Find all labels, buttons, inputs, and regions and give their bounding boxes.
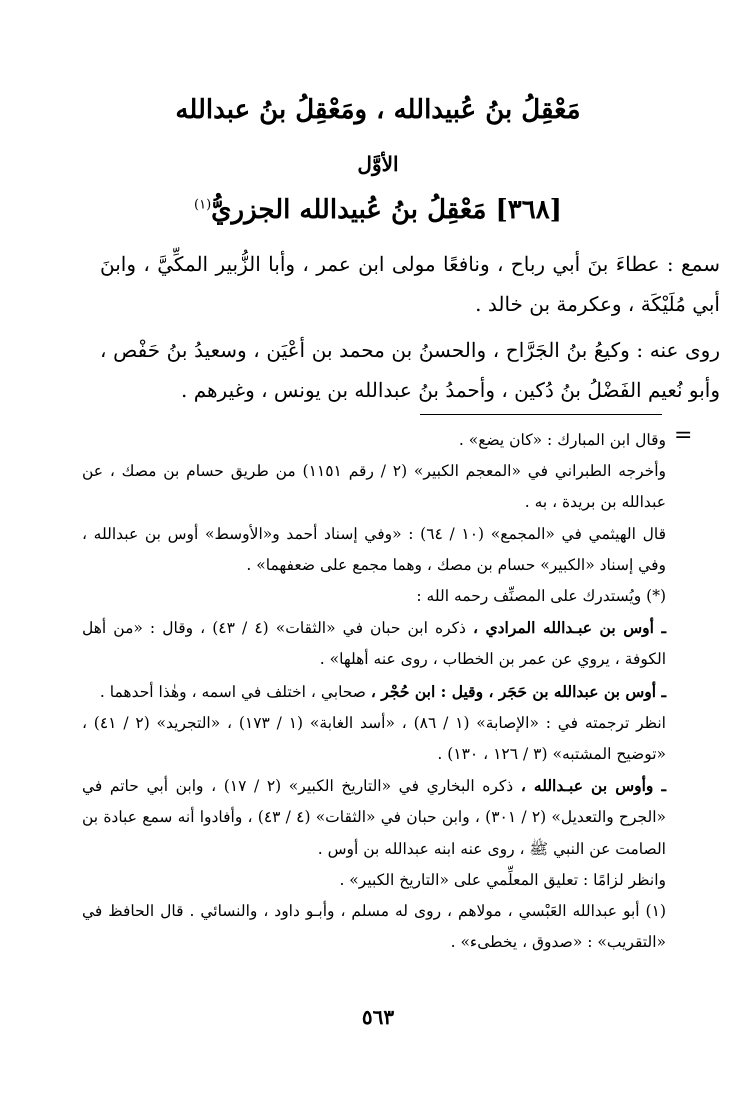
page-title: مَعْقِلُ بنُ عُبيدالله ، ومَعْقِلُ بنُ عبدالله xyxy=(175,95,581,125)
entry-number: [٣٦٨] xyxy=(495,195,562,225)
footnotes xyxy=(82,425,694,958)
paragraph-heard-from: سمع : عطاءَ بنَ أبي رباح ، ونافعًا مولى ابن عمر ، وأبا الزُّبير المكِّيَّ ، وابنَ أبي مُلَيْكَة ، وعكرمة بن خالد . xyxy=(100,252,720,316)
footnote-divider xyxy=(420,414,662,415)
footnote-line: قال الهيثمي في «المجمع» (١٠ / ٦٤) : «وفي إسناد أحمد و«الأوسط» أوس بن عبدالله ، وفي إسناد «الكبير» حسام بن مصك ، وهما مجمع على ضعفهما» . xyxy=(82,524,666,574)
footnote-line: وأخرجه الطبراني في «المعجم الكبير» (٢ / رقم ١١٥١) من طريق حسام بن مصك ، عن عبدالله بن بريدة ، به . xyxy=(82,462,667,512)
section-subtitle: الأوَّل xyxy=(357,152,399,176)
paragraph-narrated-by: روى عنه : وكيعُ بنُ الجَرَّاح ، والحسنُ بن محمد بن أعْيَن ، وسعيدُ بنُ حَفْص ، وأبو نُعيم الفَضْلُ بنُ دُكين ، وأحمدُ بنُ عبدالله بن يونس ، وغيرهم . xyxy=(100,338,720,402)
footnote-ref: (١) xyxy=(194,197,212,213)
footnote-line: وقال ابن المبارك : «كان يضع» . xyxy=(458,431,666,449)
footnote-line: ـ أوس بن عبـدالله المرادي ، ذكره ابن حبان في «الثقات» (٤ / ٤٣) ، وقال : «من أهل الكوفة ، يروي عن عمر بن الخطاب ، روى عنه أهلها» . xyxy=(82,618,666,669)
footnote-line: (*) ويُستدرك على المصنِّف رحمه الله : xyxy=(416,587,666,606)
footnote-line: انظر ترجمته في : «الإصابة» (١ / ٨٦) ، «أسد الغابة» (١ / ١٧٣) ، «التجريد» (٢ / ٤١) ، «توضيح المشتبه» (٣ / ١٢٦ ، ١٣٠) . xyxy=(82,713,666,764)
page-number: ٥٦٣ xyxy=(361,1005,395,1029)
continuation-mark: = xyxy=(674,423,693,448)
footnote-line: ـ وأوس بن عبـدالله ، ذكره البخاري في «التاريخ الكبير» (٢ / ١٧) ، وابن أبي حاتم في «الجرح والتعديل» (٢ / ٣٠١) ، وابن حبان في «الثقات» (٤ / ٤٣) ، وأفادوا أنه سمع عبادة بن الصامت عن النبي ﷺ ، روى عنه ابنه عبدالله بن أوس . xyxy=(82,776,667,858)
footnote-line: (١) أبو عبدالله العَبْسي ، مولاهم ، روى له مسلم ، وأبـو داود ، والنسائي . قال الحافظ في «التقريب» : «صدوق ، يخطىء» . xyxy=(82,902,666,952)
footnote-line: ـ أوس بن عبدالله بن حَجَر ، وقيل : ابن حُجْر ، صحابي ، اختلف في اسمه ، وهٰذا أحدهما . xyxy=(99,681,666,701)
footnote-line: وانظر لزامًا : تعليق المعلِّمي على «التاريخ الكبير» . xyxy=(339,870,666,889)
entry-heading xyxy=(60,195,696,225)
entry-name: مَعْقِلُ بنُ عُبيدالله الجزريُّ xyxy=(211,195,487,225)
